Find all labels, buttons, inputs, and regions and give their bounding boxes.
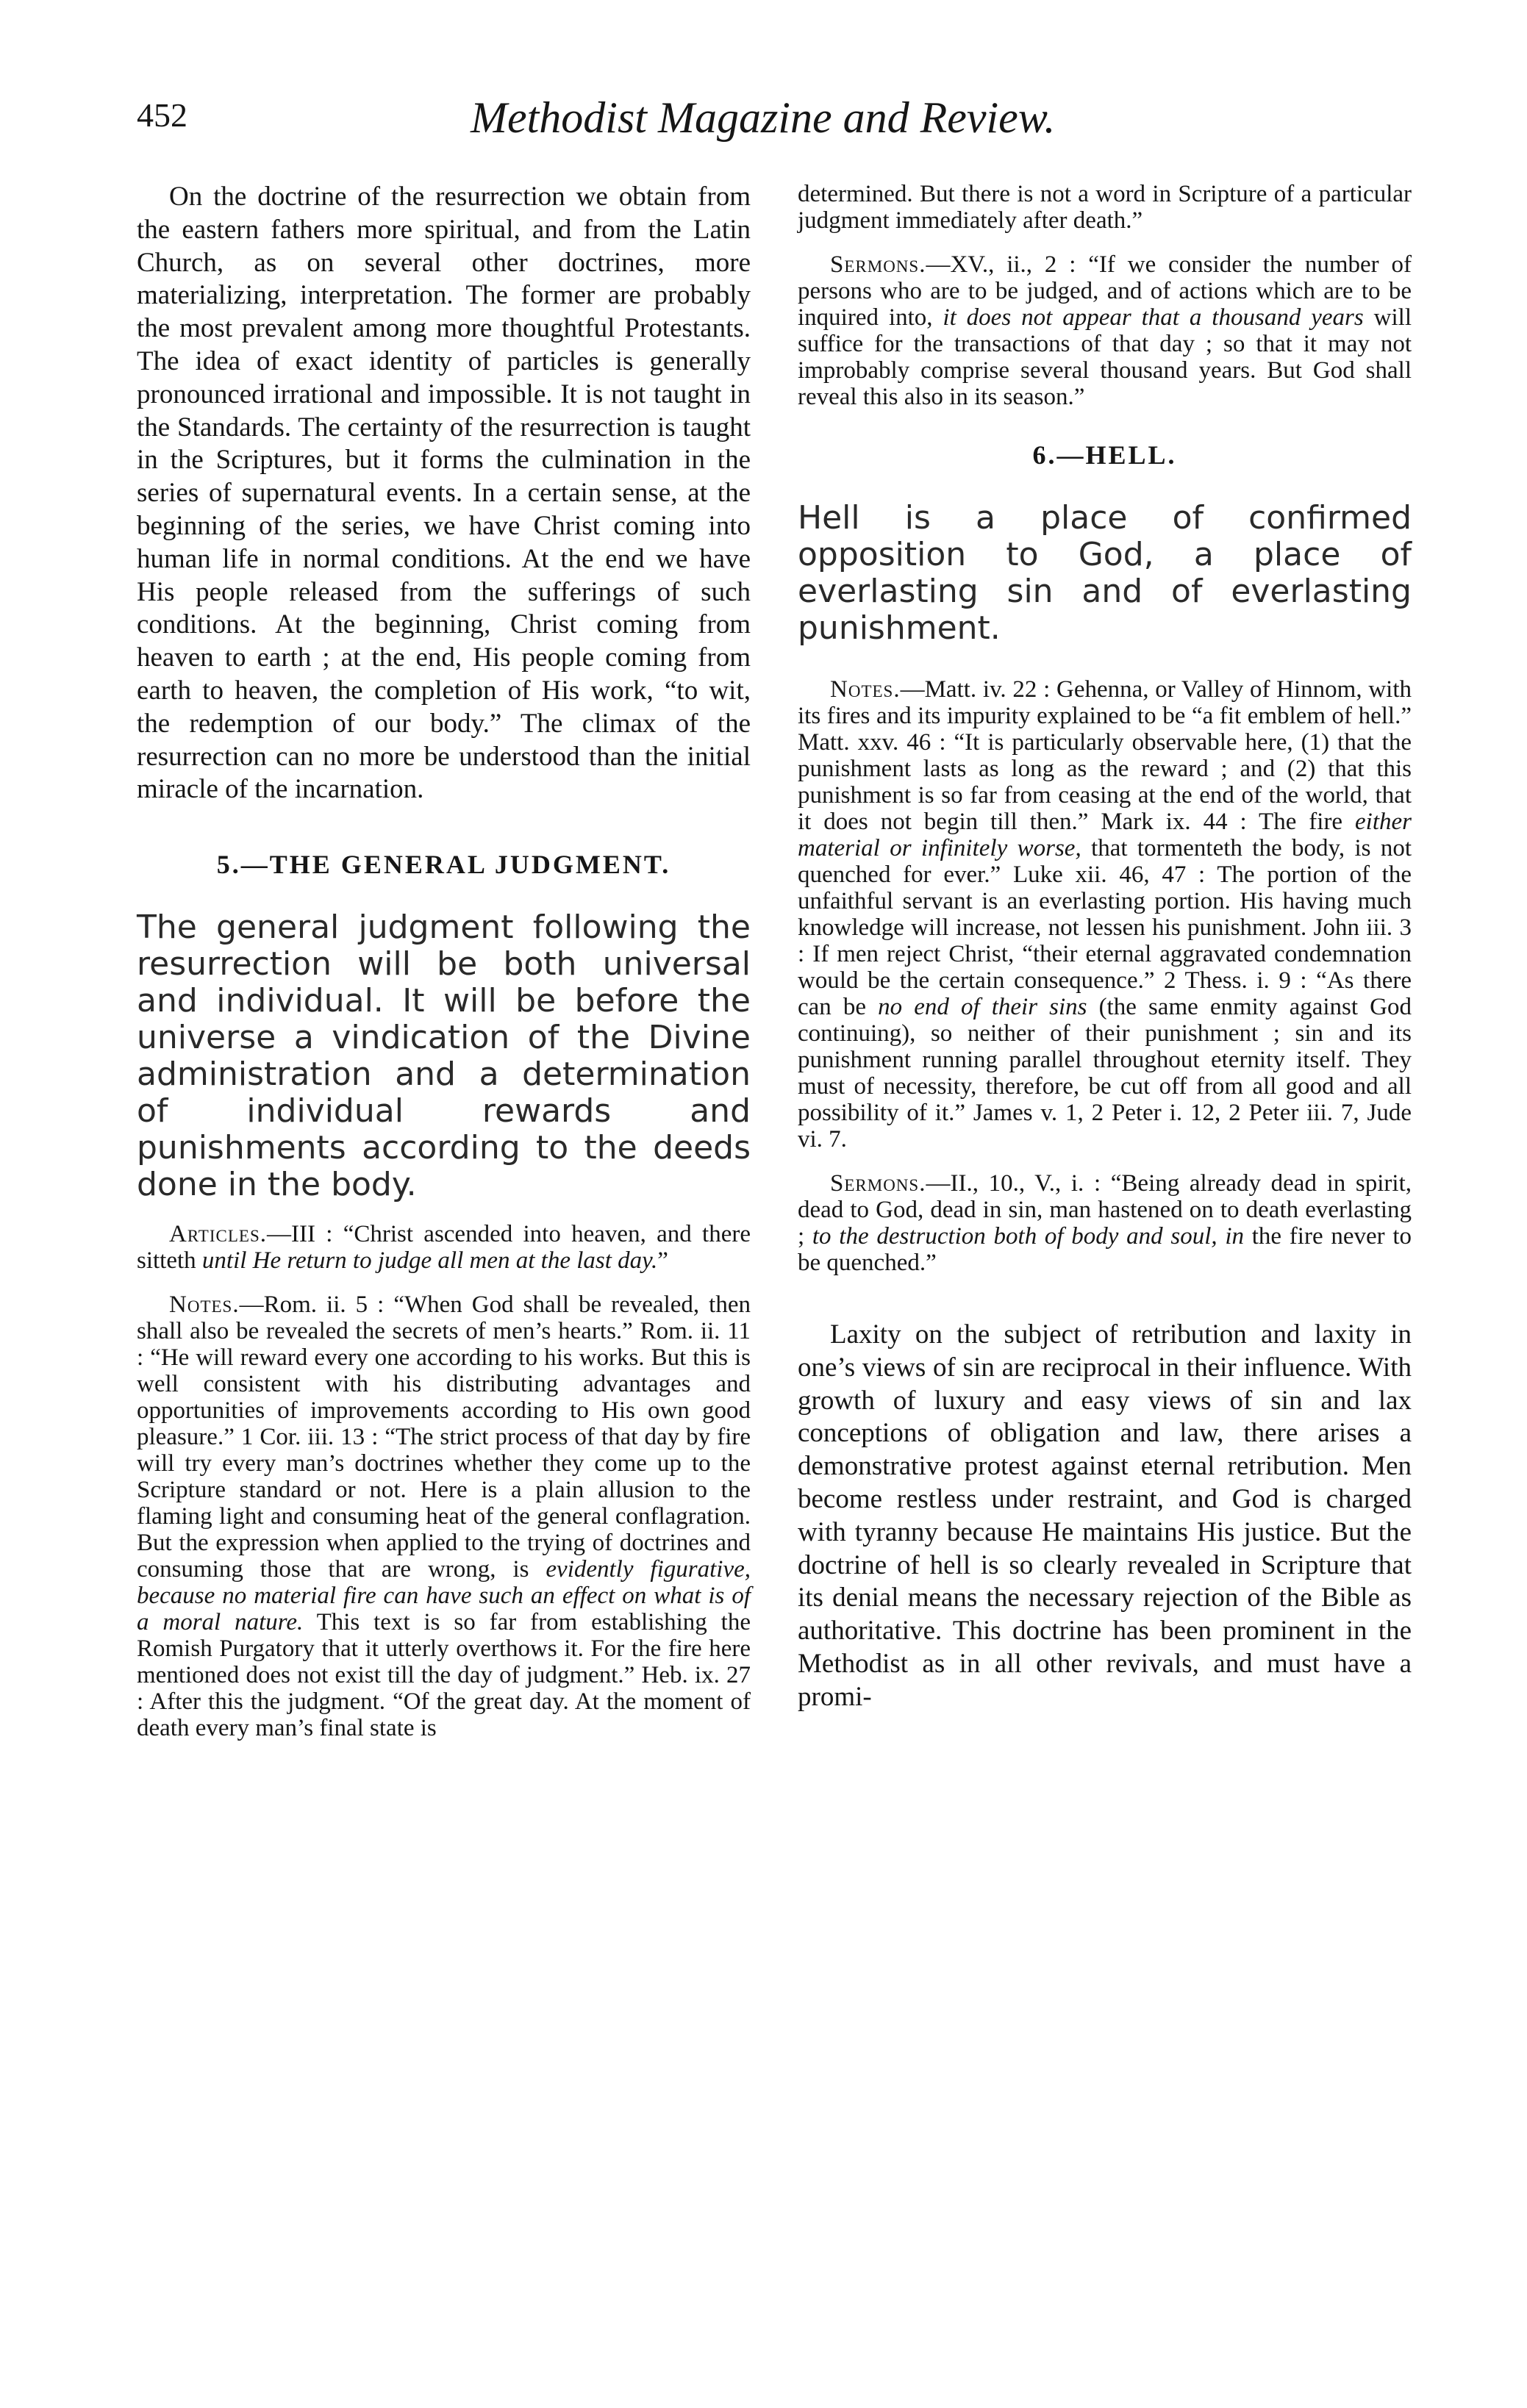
notes-paragraph-hell: Notes.—Matt. iv. 22 : Gehenna, or Valley of Hinnom, with its fires and its impurity explained to be “a fit emblem of hell.” Matt. xxv. 46 : “It is particularly observable here, (1) that the punishment lasts as long as the reward ; and (2) that this punishment is so far from ceasing at the end of the world, that it does not begin till then.” Mark ix. 44 : The fire either material or infinitely worse, that tormenteth the body, is not quenched for ever.” Luke xii. 46, 47 : The portion of the unfaithful servant is an everlasting portion. His having much knowledge will increase, not lessen his punishment. John iii. 3 : If men reject Christ, “their eternal aggravated condemnation would be the certain consequence.” 2 Thess. i. 9 : “As there can be no end of their sins (the same enmity against God continuing), so neither of their punishment ; sin and its punishment running parallel throughout eternity itself. They must of necessity, therefore, be cut off from all good and all possibility of it.” James v. 1, 2 Peter i. 12, 2 Peter iii. 7, Jude vi. 7.: [798, 676, 1412, 1153]
section-heading-general-judgment: 5.—THE GENERAL JUDGMENT.: [216, 850, 671, 880]
articles-paragraph: Articles.—III : “Christ ascended into heaven, and there sitteth until He return to judge all men at the last day.”: [137, 1221, 751, 1275]
articles-label: Articles.: [169, 1221, 267, 1248]
doctrine-statement-judgment: The general judgment following the resurrection will be both universal and individual. It will be before the universe a vindication of the Divine administration and a determination of individual rewards and punishments according to the deeds done in the body.: [137, 909, 751, 1204]
notes-paragraph-judgment: Notes.—Rom. ii. 5 : “When God shall be revealed, then shall also be revealed the secrets of men’s hearts.” Rom. ii. 11 : “He will reward every one according to his works. But this is well consistent with his distributing advantages and opportunities of improvements according to His own good pleasure.” 1 Cor. iii. 13 : “The strict process of that day by fire will try every man’s doctrines whether they come up to the Scripture standard or not. Here is a plain allusion to the flaming light and consuming heat of the general conflagration. But the expression when applied to the trying of doctrines and consuming those that are wrong, is evidently figurative, because no material fire can have such an effect on what is of a moral nature. This text is so far from establishing the Romish Purgatory that it utterly overthows it. For the fire here mentioned does not exist till the day of judgment.” Heb. ix. 27 : After this the judgment. “Of the great day. At the moment of death every man’s final state is: [137, 1291, 751, 1742]
running-title: Methodist Magazine and Review.: [471, 93, 1056, 142]
page-number: 452: [137, 96, 187, 134]
doctrine-statement-hell: Hell is a place of confirmed opposition to God, a place of everlasting sin and of everlasting punishment.: [798, 499, 1412, 647]
notes-label: Notes.: [169, 1291, 240, 1319]
resurrection-paragraph: On the doctrine of the resurrection we obtain from the eastern fathers more spiritual, and from the Latin Church, as on several other doctrines, more materializing, interpretation. The former are probably the most prevalent among more thoughtful Protestants. The idea of exact identity of particles is generally pronounced irrational and impossible. It is not taught in the Standards. The certainty of the resurrection is taught in the Scriptures, but it forms the culmination in the series of supernatural events. In a certain sense, at the beginning of the series, we have Christ coming into human life in normal conditions. At the end we have His people released from the sufferings of such conditions. At the beginning, Christ coming from heaven to earth ; at the end, His people coming from earth to heaven, the completion of His work, “to wit, the redemption of our body.” The climax of the resurrection can no more be understood than the initial miracle of the incarnation.: [137, 182, 751, 805]
sermons-paragraph-hell: Sermons.—II., 10., V., i. : “Being already dead in spirit, dead to God, dead in sin, man hastened on to death everlasting ; to the destruction both of body and soul, in the fire never to be quenched.”: [798, 1170, 1412, 1276]
sermons-label: Sermons.: [830, 251, 926, 278]
sermons-paragraph-judgment: Sermons.—XV., ii., 2 : “If we consider the number of persons who are to be judged, and of actions which are to be inquired into, it does not appear that a thousand years will suffice for the transactions of that day ; so that it may not improbably comprise several thousand years. But God shall reveal this also in its season.”: [798, 251, 1412, 410]
notes-label: Notes.: [830, 676, 901, 703]
page-header: [0, 0, 1527, 169]
notes-continuation: determined. But there is not a word in Scripture of a particular judgment immediately after death.”: [798, 181, 1412, 234]
left-column: [137, 181, 751, 1741]
sermons-label: Sermons.: [830, 1170, 926, 1197]
right-column: [798, 181, 1412, 1714]
retribution-paragraph: Laxity on the subject of retribution and laxity in one’s views of sin are reciprocal in their influence. With growth of luxury and easy views of sin and lax conceptions of obligation and law, there arises a demonstrative protest against eternal retribution. Men become restless under restraint, and God is charged with tyranny because He maintains His justice. But the doctrine of hell is so clearly revealed in Scripture that its denial means the necessary rejection of the Bible as authoritative. This doctrine has been prominent in the Methodist as in all other revivals, and must have a promi-: [798, 1319, 1412, 1712]
section-heading-hell: 6.—HELL.: [1032, 440, 1177, 470]
